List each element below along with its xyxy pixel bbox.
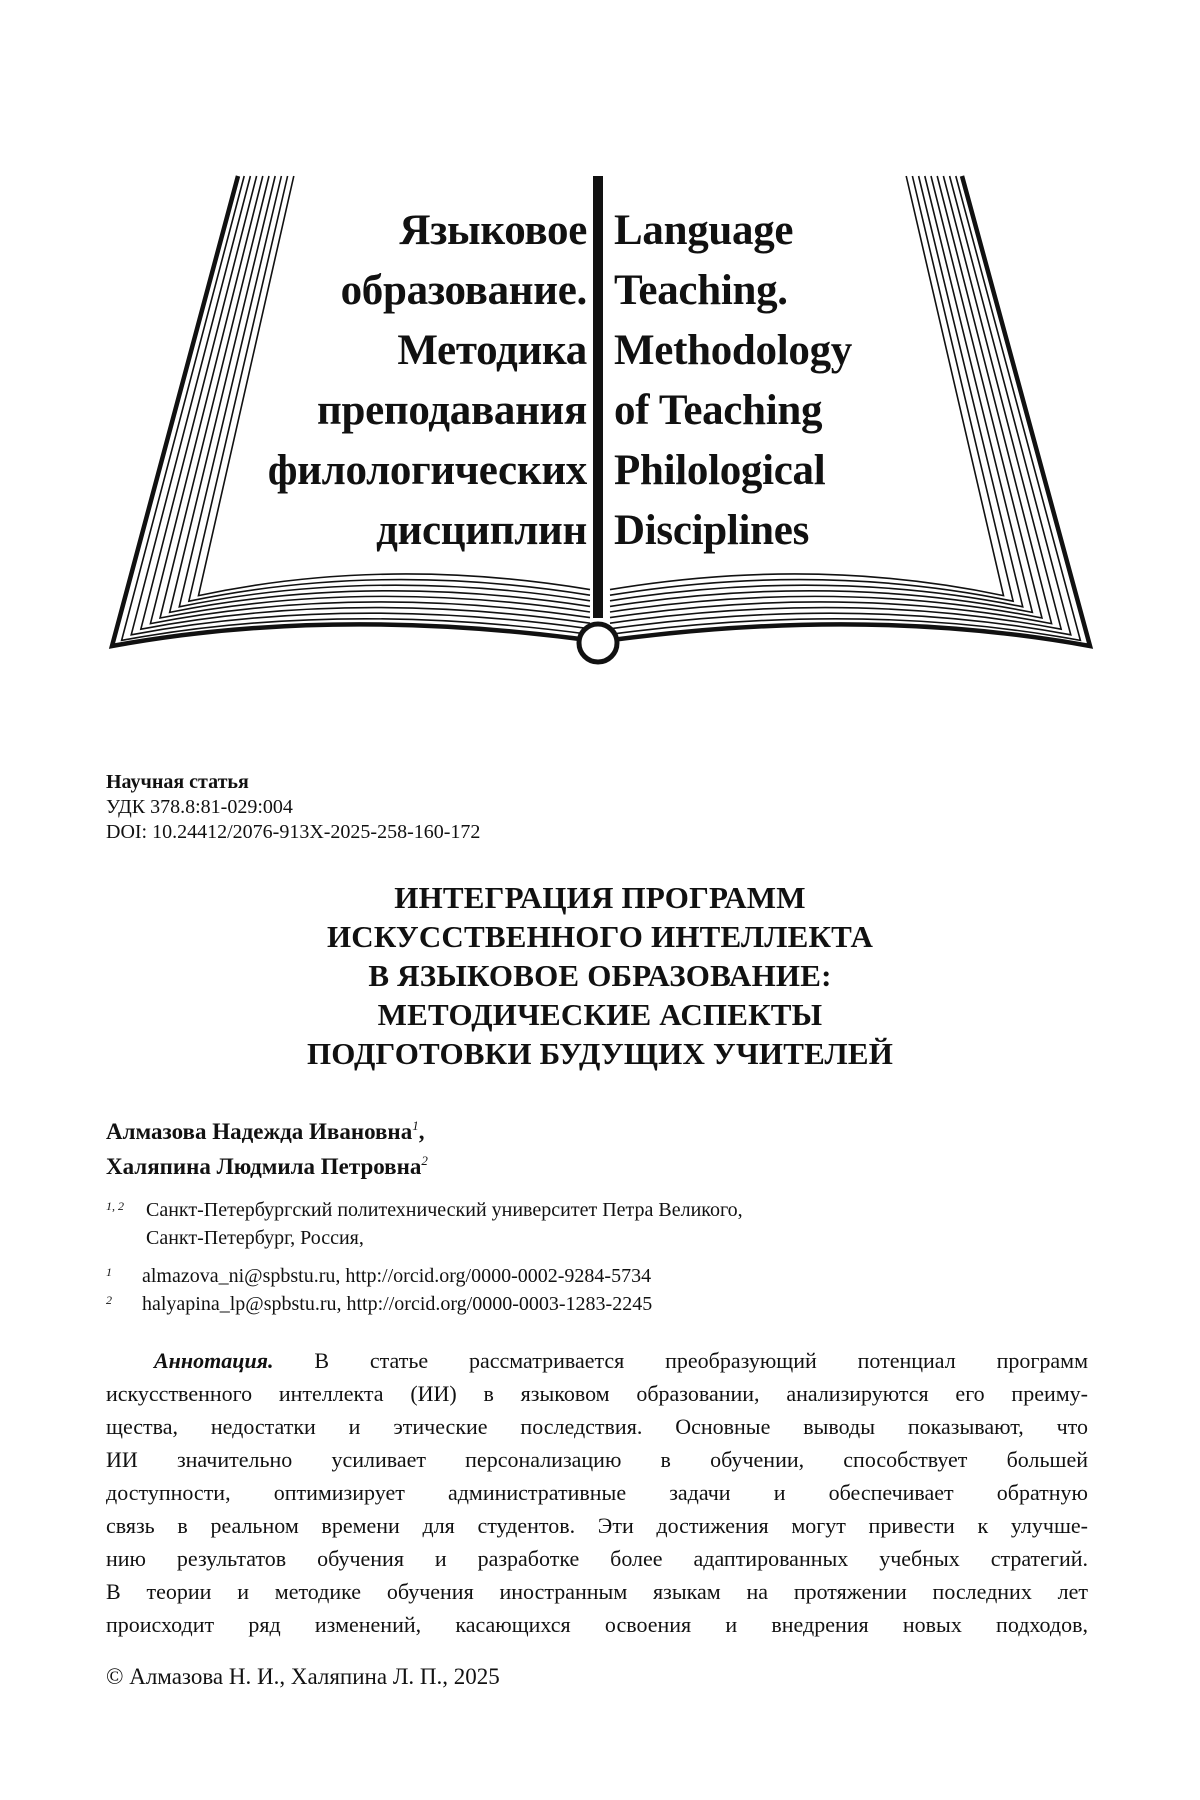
author-name: Халяпина Людмила Петровна2 [106, 1146, 428, 1182]
journal-title-en-line: Teaching. [614, 261, 788, 321]
contact-mark: 1 [106, 1262, 112, 1282]
journal-title-ru-line: филологических [268, 441, 587, 501]
contact-mark: 2 [106, 1290, 112, 1310]
article-title-line: ИСКУССТВЕННОГО ИНТЕЛЛЕКТА [0, 918, 1200, 956]
article-title-line: В ЯЗЫКОВОЕ ОБРАЗОВАНИЕ: [0, 957, 1200, 995]
journal-title-ru-line: дисциплин [376, 501, 587, 561]
abstract-line: искусственного интеллекта (ИИ) в языковом образовании, анализируются его преиму- [106, 1377, 1088, 1410]
article-title-line: ИНТЕГРАЦИЯ ПРОГРАММ [0, 879, 1200, 917]
journal-title-ru-line: Языковое [399, 201, 587, 261]
abstract [106, 1344, 1088, 1641]
affiliation-line: Санкт-Петербург, Россия, [146, 1224, 364, 1252]
abstract-line: связь в реальном времени для студентов. Эти достижения могут привести к улучше- [106, 1509, 1088, 1542]
copyright: © Алмазова Н. И., Халяпина Л. П., 2025 [106, 1662, 500, 1692]
affiliation-mark: 1, 2 [106, 1196, 124, 1216]
affiliation-line: Санкт-Петербургский политехнический университет Петра Великого, [146, 1196, 743, 1224]
contact-line: almazova_ni@spbstu.ru, http://orcid.org/0000-0002-9284-5734 [142, 1262, 651, 1290]
journal-title-en-line: Methodology [614, 321, 852, 381]
abstract-line: происходит ряд изменений, касающихся освоения и внедрения новых подходов, [106, 1608, 1088, 1641]
abstract-line: Аннотация. В статье рассматривается преобразующий потенциал программ [106, 1344, 1088, 1377]
open-book-icon [0, 0, 1200, 700]
article-title-line: ПОДГОТОВКИ БУДУЩИХ УЧИТЕЛЕЙ [0, 1035, 1200, 1073]
abstract-lead: Аннотация. [154, 1348, 274, 1373]
author-name: Алмазова Надежда Ивановна1, [106, 1111, 424, 1147]
author-mark: 1 [412, 1118, 419, 1133]
journal-title-en-line: Language [614, 201, 793, 261]
article-type: Научная статья [106, 770, 249, 794]
journal-title-ru-line: образование. [341, 261, 587, 321]
journal-title-ru-line: Методика [397, 321, 587, 381]
journal-title-en-line: of Teaching [614, 381, 822, 441]
udc-code: УДК 378.8:81-029:004 [106, 795, 293, 819]
journal-title-ru-line: преподавания [317, 381, 587, 441]
contact-line: halyapina_lp@spbstu.ru, http://orcid.org/0000-0003-1283-2245 [142, 1290, 652, 1318]
journal-title-en-line: Philological [614, 441, 825, 501]
abstract-line: В теории и методике обучения иностранным языкам на протяжении последних лет [106, 1575, 1088, 1608]
journal-logo [0, 0, 1200, 700]
doi: DOI: 10.24412/2076-913X-2025-258-160-172 [106, 820, 480, 844]
abstract-line: щества, недостатки и этические последствия. Основные выводы показывают, что [106, 1410, 1088, 1443]
article-title-line: МЕТОДИЧЕСКИЕ АСПЕКТЫ [0, 996, 1200, 1034]
abstract-line: ИИ значительно усиливает персонализацию в обучении, способствует большей [106, 1443, 1088, 1476]
abstract-line: доступности, оптимизирует административные задачи и обеспечивает обратную [106, 1476, 1088, 1509]
journal-page [0, 0, 1200, 1800]
journal-title-en-line: Disciplines [614, 501, 809, 561]
author-mark: 2 [421, 1153, 428, 1168]
abstract-line: нию результатов обучения и разработке более адаптированных учебных стратегий. [106, 1542, 1088, 1575]
